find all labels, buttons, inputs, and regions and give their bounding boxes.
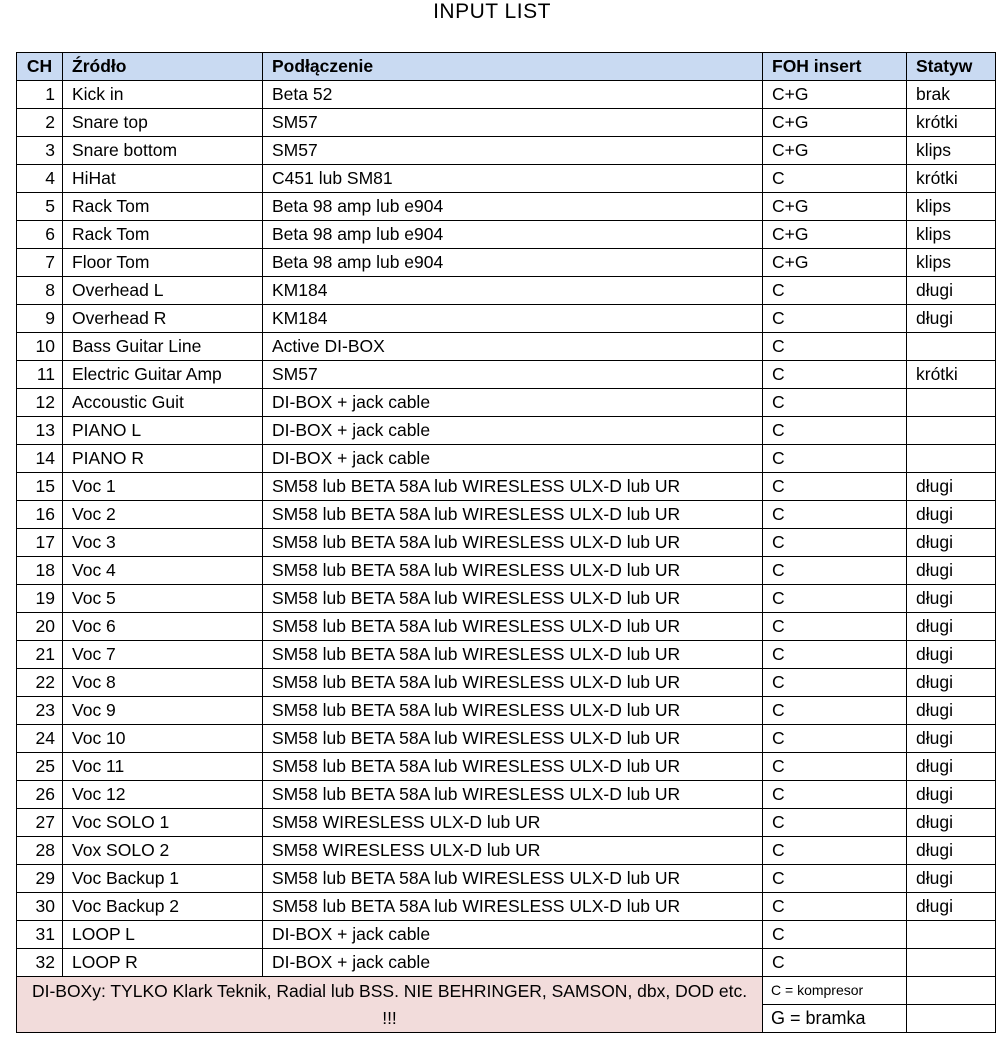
- cell-stand: [907, 921, 996, 949]
- table-row: [17, 501, 996, 529]
- cell-ch: 29: [17, 865, 63, 893]
- cell-foh-insert: C: [763, 529, 907, 557]
- cell-foh-insert: C: [763, 781, 907, 809]
- cell-stand: długi: [907, 781, 996, 809]
- cell-source: Kick in: [63, 81, 263, 109]
- cell-stand: krótki: [907, 361, 996, 389]
- cell-ch: 16: [17, 501, 63, 529]
- cell-ch: 11: [17, 361, 63, 389]
- cell-connection: KM184: [263, 305, 763, 333]
- cell-stand: długi: [907, 725, 996, 753]
- cell-source: LOOP R: [63, 949, 263, 977]
- cell-foh-insert: C: [763, 585, 907, 613]
- cell-ch: 6: [17, 221, 63, 249]
- header-stand: Statyw: [907, 53, 996, 81]
- legend-gate: G = bramka: [763, 1005, 907, 1033]
- cell-ch: 12: [17, 389, 63, 417]
- cell-ch: 32: [17, 949, 63, 977]
- cell-foh-insert: C+G: [763, 249, 907, 277]
- table-body: [17, 81, 996, 977]
- cell-connection: Active DI-BOX: [263, 333, 763, 361]
- cell-foh-insert: C: [763, 501, 907, 529]
- cell-connection: SM58 lub BETA 58A lub WIRESLESS ULX-D lub UR: [263, 641, 763, 669]
- cell-foh-insert: C: [763, 753, 907, 781]
- cell-connection: SM57: [263, 361, 763, 389]
- table-row: [17, 473, 996, 501]
- cell-source: Voc 10: [63, 725, 263, 753]
- cell-connection: DI-BOX + jack cable: [263, 949, 763, 977]
- cell-source: Voc Backup 2: [63, 893, 263, 921]
- footer-row-1: [17, 977, 996, 1005]
- cell-ch: 21: [17, 641, 63, 669]
- cell-ch: 5: [17, 193, 63, 221]
- table-row: [17, 137, 996, 165]
- cell-source: Voc 11: [63, 753, 263, 781]
- cell-source: Accoustic Guit: [63, 389, 263, 417]
- table-row: [17, 949, 996, 977]
- cell-source: Voc 8: [63, 669, 263, 697]
- cell-stand: długi: [907, 837, 996, 865]
- cell-source: Voc 12: [63, 781, 263, 809]
- cell-ch: 1: [17, 81, 63, 109]
- cell-source: PIANO R: [63, 445, 263, 473]
- cell-connection: SM58 lub BETA 58A lub WIRESLESS ULX-D lub UR: [263, 529, 763, 557]
- cell-foh-insert: C+G: [763, 81, 907, 109]
- header-connection: Podłączenie: [263, 53, 763, 81]
- cell-ch: 24: [17, 725, 63, 753]
- cell-stand: długi: [907, 557, 996, 585]
- table-row: [17, 837, 996, 865]
- cell-ch: 22: [17, 669, 63, 697]
- cell-connection: C451 lub SM81: [263, 165, 763, 193]
- cell-foh-insert: C: [763, 921, 907, 949]
- cell-source: Voc 9: [63, 697, 263, 725]
- cell-foh-insert: C: [763, 725, 907, 753]
- cell-connection: DI-BOX + jack cable: [263, 389, 763, 417]
- cell-connection: SM58 lub BETA 58A lub WIRESLESS ULX-D lub UR: [263, 725, 763, 753]
- cell-stand: krótki: [907, 109, 996, 137]
- cell-stand: [907, 949, 996, 977]
- cell-connection: KM184: [263, 277, 763, 305]
- cell-source: HiHat: [63, 165, 263, 193]
- cell-foh-insert: C: [763, 669, 907, 697]
- table-row: [17, 109, 996, 137]
- cell-ch: 26: [17, 781, 63, 809]
- cell-ch: 7: [17, 249, 63, 277]
- cell-stand: długi: [907, 501, 996, 529]
- legend-empty-cell: [907, 977, 996, 1005]
- input-list-table: [16, 52, 996, 1033]
- cell-stand: klips: [907, 249, 996, 277]
- cell-ch: 20: [17, 613, 63, 641]
- table-row: [17, 193, 996, 221]
- cell-source: Electric Guitar Amp: [63, 361, 263, 389]
- cell-connection: SM58 lub BETA 58A lub WIRESLESS ULX-D lub UR: [263, 697, 763, 725]
- cell-connection: SM58 lub BETA 58A lub WIRESLESS ULX-D lub UR: [263, 753, 763, 781]
- cell-foh-insert: C: [763, 697, 907, 725]
- cell-ch: 10: [17, 333, 63, 361]
- table-row: [17, 697, 996, 725]
- cell-stand: długi: [907, 529, 996, 557]
- table-row: [17, 361, 996, 389]
- cell-foh-insert: C: [763, 305, 907, 333]
- header-source: Źródło: [63, 53, 263, 81]
- cell-stand: długi: [907, 613, 996, 641]
- cell-ch: 27: [17, 809, 63, 837]
- cell-stand: krótki: [907, 165, 996, 193]
- cell-stand: klips: [907, 193, 996, 221]
- cell-source: Voc 7: [63, 641, 263, 669]
- cell-ch: 25: [17, 753, 63, 781]
- cell-source: Rack Tom: [63, 221, 263, 249]
- cell-stand: klips: [907, 137, 996, 165]
- cell-connection: SM58 lub BETA 58A lub WIRESLESS ULX-D lub UR: [263, 781, 763, 809]
- table-row: [17, 417, 996, 445]
- table-row: [17, 529, 996, 557]
- cell-source: Voc 3: [63, 529, 263, 557]
- cell-connection: SM58 lub BETA 58A lub WIRESLESS ULX-D lub UR: [263, 865, 763, 893]
- cell-connection: DI-BOX + jack cable: [263, 417, 763, 445]
- cell-foh-insert: C: [763, 893, 907, 921]
- cell-connection: SM58 WIRESLESS ULX-D lub UR: [263, 809, 763, 837]
- cell-stand: [907, 417, 996, 445]
- table-row: [17, 669, 996, 697]
- table-row: [17, 893, 996, 921]
- cell-source: Bass Guitar Line: [63, 333, 263, 361]
- cell-stand: [907, 389, 996, 417]
- table-header: [17, 53, 996, 81]
- cell-ch: 2: [17, 109, 63, 137]
- cell-foh-insert: C+G: [763, 221, 907, 249]
- header-row: [17, 53, 996, 81]
- legend-empty-cell: [907, 1005, 996, 1033]
- table-row: [17, 389, 996, 417]
- cell-source: Voc 2: [63, 501, 263, 529]
- cell-source: Floor Tom: [63, 249, 263, 277]
- cell-source: Voc 1: [63, 473, 263, 501]
- cell-ch: 9: [17, 305, 63, 333]
- cell-source: Rack Tom: [63, 193, 263, 221]
- cell-foh-insert: C: [763, 389, 907, 417]
- cell-connection: Beta 98 amp lub e904: [263, 221, 763, 249]
- cell-source: Overhead R: [63, 305, 263, 333]
- cell-ch: 28: [17, 837, 63, 865]
- cell-connection: DI-BOX + jack cable: [263, 445, 763, 473]
- table-row: [17, 333, 996, 361]
- cell-foh-insert: C: [763, 837, 907, 865]
- table-row: [17, 165, 996, 193]
- cell-source: Snare bottom: [63, 137, 263, 165]
- table-row: [17, 221, 996, 249]
- cell-stand: długi: [907, 753, 996, 781]
- cell-source: Voc 5: [63, 585, 263, 613]
- cell-connection: SM58 WIRESLESS ULX-D lub UR: [263, 837, 763, 865]
- cell-connection: SM57: [263, 109, 763, 137]
- cell-ch: 8: [17, 277, 63, 305]
- cell-ch: 31: [17, 921, 63, 949]
- cell-connection: SM58 lub BETA 58A lub WIRESLESS ULX-D lub UR: [263, 669, 763, 697]
- cell-connection: SM57: [263, 137, 763, 165]
- cell-foh-insert: C: [763, 165, 907, 193]
- cell-connection: SM58 lub BETA 58A lub WIRESLESS ULX-D lub UR: [263, 557, 763, 585]
- cell-foh-insert: C: [763, 445, 907, 473]
- table-footer: [17, 977, 996, 1033]
- cell-stand: klips: [907, 221, 996, 249]
- cell-ch: 3: [17, 137, 63, 165]
- cell-ch: 14: [17, 445, 63, 473]
- cell-stand: długi: [907, 277, 996, 305]
- table-row: [17, 277, 996, 305]
- cell-source: PIANO L: [63, 417, 263, 445]
- cell-foh-insert: C: [763, 809, 907, 837]
- cell-stand: długi: [907, 305, 996, 333]
- cell-connection: SM58 lub BETA 58A lub WIRESLESS ULX-D lub UR: [263, 473, 763, 501]
- table-row: [17, 305, 996, 333]
- cell-stand: długi: [907, 893, 996, 921]
- table-row: [17, 445, 996, 473]
- table-row: [17, 585, 996, 613]
- cell-stand: [907, 333, 996, 361]
- cell-connection: Beta 52: [263, 81, 763, 109]
- header-ch: CH: [17, 53, 63, 81]
- cell-ch: 17: [17, 529, 63, 557]
- cell-connection: SM58 lub BETA 58A lub WIRESLESS ULX-D lub UR: [263, 585, 763, 613]
- cell-foh-insert: C+G: [763, 193, 907, 221]
- cell-foh-insert: C: [763, 949, 907, 977]
- cell-stand: długi: [907, 669, 996, 697]
- cell-source: Snare top: [63, 109, 263, 137]
- cell-ch: 4: [17, 165, 63, 193]
- cell-stand: długi: [907, 473, 996, 501]
- cell-foh-insert: C: [763, 417, 907, 445]
- cell-source: Voc Backup 1: [63, 865, 263, 893]
- cell-ch: 13: [17, 417, 63, 445]
- table-row: [17, 725, 996, 753]
- legend-compressor: C = kompresor: [763, 977, 907, 1005]
- table-row: [17, 781, 996, 809]
- cell-source: Voc 6: [63, 613, 263, 641]
- cell-foh-insert: C: [763, 557, 907, 585]
- table-row: [17, 557, 996, 585]
- table-row: [17, 753, 996, 781]
- cell-ch: 30: [17, 893, 63, 921]
- cell-foh-insert: C: [763, 361, 907, 389]
- cell-foh-insert: C: [763, 333, 907, 361]
- table-row: [17, 865, 996, 893]
- cell-foh-insert: C+G: [763, 109, 907, 137]
- cell-stand: długi: [907, 641, 996, 669]
- cell-ch: 18: [17, 557, 63, 585]
- di-box-note: DI-BOXy: TYLKO Klark Teknik, Radial lub BSS. NIE BEHRINGER, SAMSON, dbx, DOD etc. !!!: [17, 977, 763, 1033]
- cell-ch: 15: [17, 473, 63, 501]
- cell-connection: SM58 lub BETA 58A lub WIRESLESS ULX-D lub UR: [263, 893, 763, 921]
- cell-stand: [907, 445, 996, 473]
- cell-foh-insert: C: [763, 865, 907, 893]
- header-foh-insert: FOH insert: [763, 53, 907, 81]
- cell-connection: DI-BOX + jack cable: [263, 921, 763, 949]
- cell-source: Voc SOLO 1: [63, 809, 263, 837]
- cell-stand: długi: [907, 865, 996, 893]
- cell-foh-insert: C+G: [763, 137, 907, 165]
- cell-stand: długi: [907, 585, 996, 613]
- cell-connection: SM58 lub BETA 58A lub WIRESLESS ULX-D lub UR: [263, 613, 763, 641]
- cell-source: Vox SOLO 2: [63, 837, 263, 865]
- cell-source: Voc 4: [63, 557, 263, 585]
- page-title: INPUT LIST: [433, 0, 551, 23]
- table-row: [17, 809, 996, 837]
- cell-connection: Beta 98 amp lub e904: [263, 249, 763, 277]
- cell-foh-insert: C: [763, 277, 907, 305]
- table-row: [17, 249, 996, 277]
- table-row: [17, 641, 996, 669]
- cell-ch: 23: [17, 697, 63, 725]
- cell-stand: długi: [907, 809, 996, 837]
- table-row: [17, 613, 996, 641]
- cell-stand: długi: [907, 697, 996, 725]
- cell-source: LOOP L: [63, 921, 263, 949]
- table-row: [17, 921, 996, 949]
- table-row: [17, 81, 996, 109]
- cell-connection: Beta 98 amp lub e904: [263, 193, 763, 221]
- cell-foh-insert: C: [763, 641, 907, 669]
- cell-stand: brak: [907, 81, 996, 109]
- cell-foh-insert: C: [763, 613, 907, 641]
- cell-ch: 19: [17, 585, 63, 613]
- cell-source: Overhead L: [63, 277, 263, 305]
- cell-connection: SM58 lub BETA 58A lub WIRESLESS ULX-D lub UR: [263, 501, 763, 529]
- cell-foh-insert: C: [763, 473, 907, 501]
